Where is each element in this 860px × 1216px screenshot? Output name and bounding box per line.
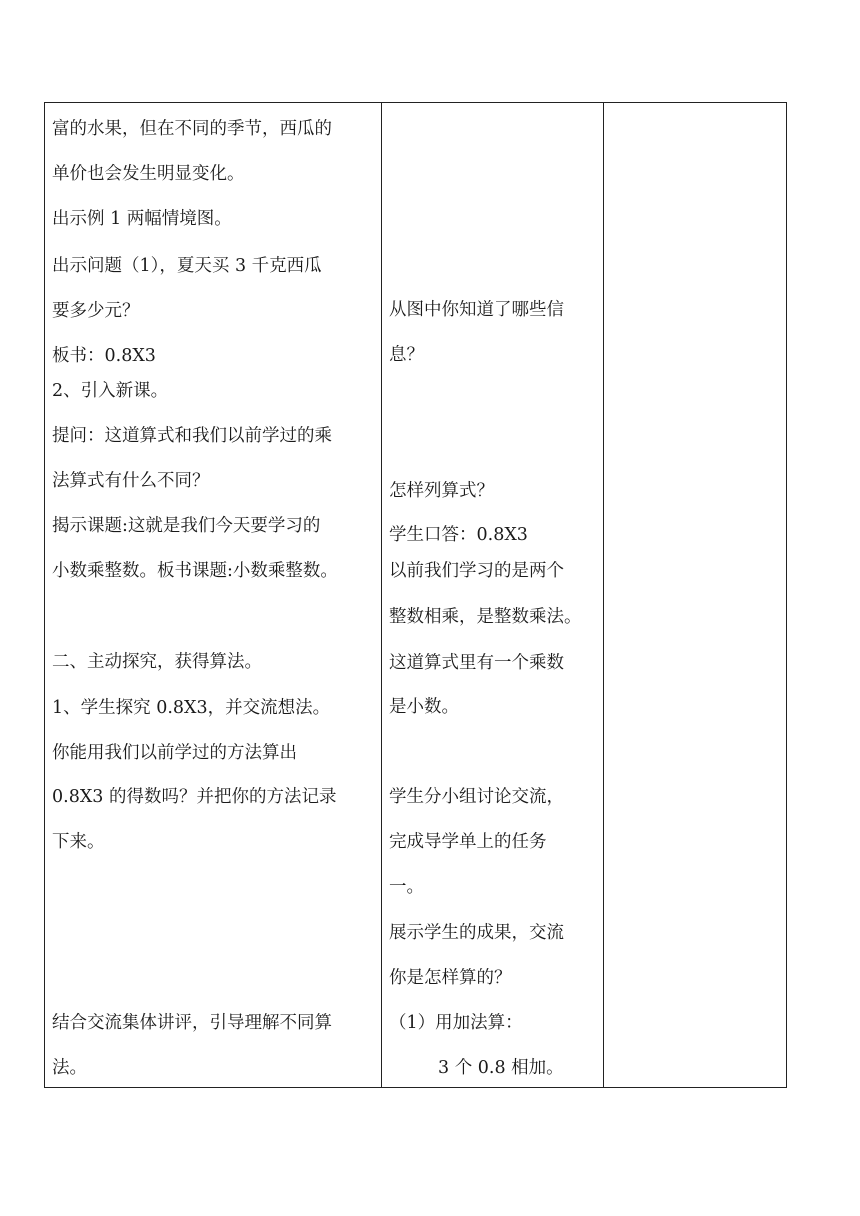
student-text-line: 以前我们学习的是两个 bbox=[389, 561, 564, 581]
student-text-line: 学生分小组讨论交流， bbox=[389, 787, 564, 807]
student-text-line: 这道算式里有一个乘数 bbox=[389, 653, 564, 673]
teacher-text-line: 法算式有什么不同？ bbox=[52, 471, 210, 491]
column-divider-1 bbox=[381, 103, 382, 1087]
student-text-line: （1）用加法算： bbox=[389, 1013, 523, 1033]
student-text-line: 整数相乘，是整数乘法。 bbox=[389, 607, 582, 627]
student-text-line: 怎样列算式？ bbox=[389, 481, 494, 501]
teacher-text-line: 单价也会发生明显变化。 bbox=[52, 164, 245, 184]
student-text-line: 息？ bbox=[389, 345, 424, 365]
teacher-text-line: 法。 bbox=[52, 1058, 87, 1078]
teacher-text-line: 小数乘整数。板书课题:小数乘整数。 bbox=[52, 561, 338, 581]
student-text-line: 是小数。 bbox=[389, 697, 459, 717]
teacher-text-line: 0.8X3 的得数吗？并把你的方法记录 bbox=[52, 787, 337, 807]
student-text-line: 学生口答：0.8X3 bbox=[389, 525, 528, 545]
column-divider-2 bbox=[603, 103, 604, 1087]
teacher-text-line: 二、主动探究，获得算法。 bbox=[52, 652, 262, 672]
teacher-text-line: 板书：0.8X3 bbox=[52, 346, 156, 366]
teacher-text-line: 揭示课题:这就是我们今天要学习的 bbox=[52, 516, 321, 536]
student-text-line: 从图中你知道了哪些信 bbox=[389, 300, 564, 320]
student-text-line: 你是怎样算的？ bbox=[389, 968, 512, 988]
student-text-line: 展示学生的成果，交流 bbox=[389, 923, 564, 943]
teacher-text-line: 出示例 1 两幅情境图。 bbox=[52, 209, 232, 229]
teacher-text-line: 下来。 bbox=[52, 832, 105, 852]
student-text-line: 一。 bbox=[389, 877, 424, 897]
teacher-text-line: 2、引入新课。 bbox=[52, 381, 169, 401]
teacher-text-line: 要多少元？ bbox=[52, 301, 140, 321]
teacher-text-line: 提问：这道算式和我们以前学过的乘 bbox=[52, 426, 332, 446]
student-text-line: 3 个 0.8 相加。 bbox=[438, 1058, 564, 1078]
teacher-text-line: 你能用我们以前学过的方法算出 bbox=[52, 743, 297, 763]
student-text-line: 完成导学单上的任务 bbox=[389, 832, 547, 852]
teacher-text-line: 结合交流集体讲评，引导理解不同算 bbox=[52, 1013, 332, 1033]
teacher-text-line: 1、学生探究 0.8X3，并交流想法。 bbox=[52, 698, 331, 718]
teacher-text-line: 富的水果，但在不同的季节，西瓜的 bbox=[52, 119, 332, 139]
teacher-text-line: 出示问题（1），夏天买 3 千克西瓜 bbox=[52, 256, 322, 276]
